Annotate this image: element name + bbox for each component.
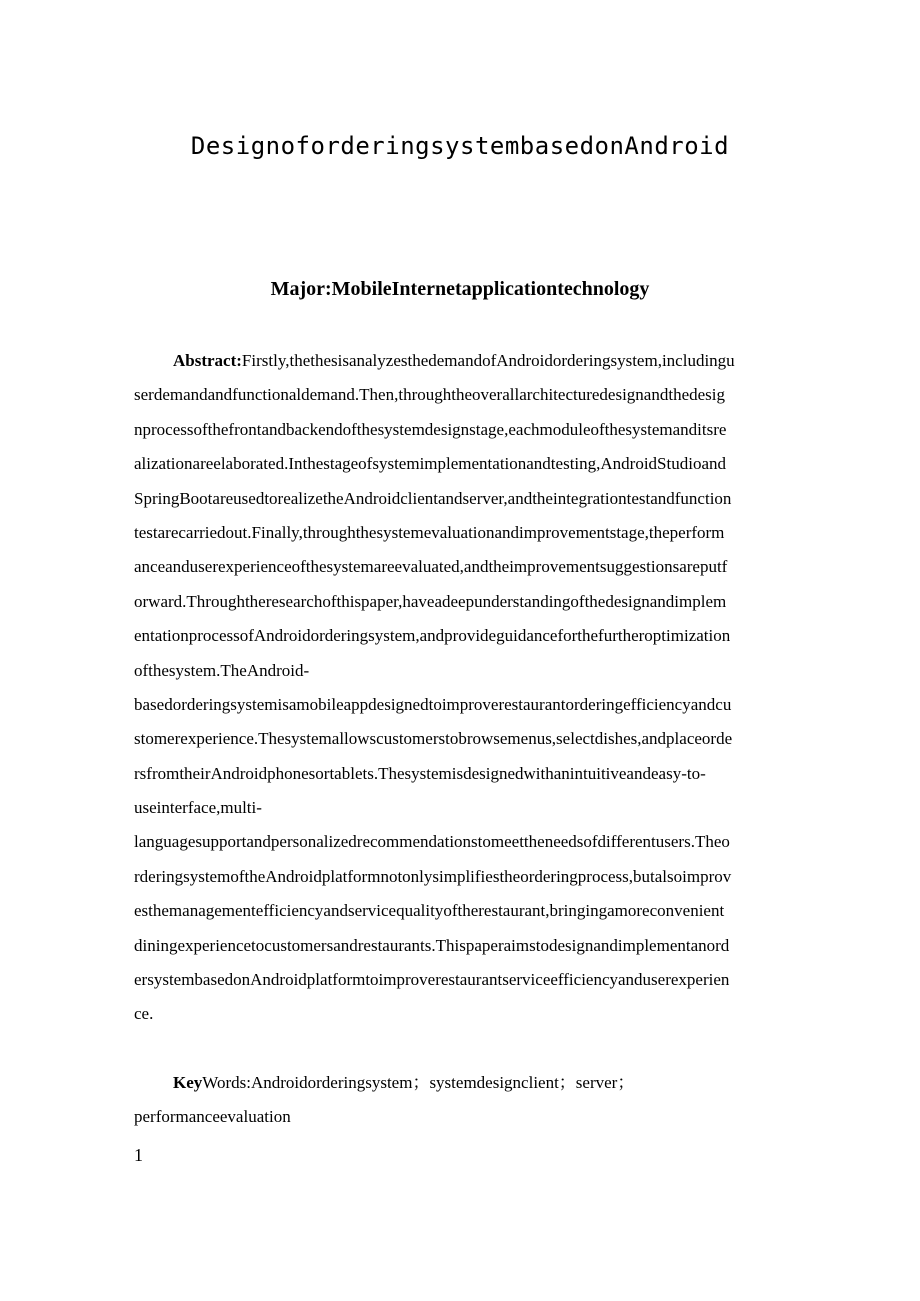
abstract-line: orward.Throughtheresearchofthispaper,haveadeepunderstandingofthedesignandimplem	[134, 591, 727, 611]
abstract-line: ofthesystem.TheAndroid-	[134, 660, 310, 680]
abstract-section	[134, 344, 790, 1032]
major-heading: Major:MobileInternetapplicationtechnology	[270, 278, 650, 300]
keywords-text: Androidorderingsystem；systemdesignclient；server；	[250, 1073, 635, 1092]
abstract-line: rsfromtheirAndroidphonesortablets.Thesystemisdesignedwithanintuitiveandeasy-to-	[134, 763, 706, 783]
abstract-line: esthemanagementefficiencyandservicequalityoftherestaurant,bringingamoreconvenient	[134, 901, 725, 921]
document-title: DesignoforderingsystembasedonAndroid	[190, 132, 730, 160]
abstract-line: useinterface,multi-	[134, 798, 262, 818]
abstract-line: alizationareelaborated.Inthestageofsystemimplementationandtesting,AndroidStudioand	[134, 454, 726, 474]
abstract-line: testarecarriedout.Finally,throughthesystemevaluationandimprovementstage,theperform	[134, 522, 725, 542]
abstract-line: ersystembasedonAndroidplatformtoimproverestaurantserviceefficiencyanduserexperien	[134, 970, 730, 990]
abstract-label: Abstract:	[173, 351, 242, 370]
abstract-line: rderingsystemoftheAndroidplatformnotonlysimplifiestheorderingprocess,butalsoimprov	[134, 866, 732, 886]
keywords-label-words: Words:	[202, 1073, 251, 1092]
page-number: 1	[134, 1145, 143, 1165]
abstract-line: serdemandandfunctionaldemand.Then,throughtheoverallarchitecturedesignandthedesig	[134, 385, 725, 405]
keywords-line: performanceevaluation	[134, 1107, 291, 1126]
abstract-line: languagesupportandpersonalizedrecommendationstomeettheneedsofdifferentusers.Theo	[134, 832, 730, 852]
abstract-text: Firstly,thethesisanalyzesthedemandofAndroidorderingsystem,includingu	[241, 351, 735, 370]
abstract-line: ce.	[134, 1004, 154, 1024]
abstract-line: diningexperiencetocustomersandrestaurants.Thispaperaimstodesignandimplementanord	[134, 935, 730, 955]
keywords-line	[134, 1066, 790, 1100]
abstract-line: stomerexperience.Thesystemallowscustomerstobrowsemenus,selectdishes,andplaceorde	[134, 729, 733, 749]
keywords-label-key: Key	[173, 1073, 203, 1092]
abstract-line	[134, 344, 790, 378]
abstract-line: SpringBootareusedtorealizetheAndroidclientandserver,andtheintegrationtestandfunction	[134, 488, 732, 508]
abstract-line: nprocessofthefrontandbackendofthesystemdesignstage,eachmoduleofthesystemanditsre	[134, 419, 727, 439]
abstract-line: entationprocessofAndroidorderingsystem,andprovideguidanceforthefurtheroptimization	[134, 626, 731, 646]
abstract-line: basedorderingsystemisamobileappdesignedtoimproverestaurantorderingefficiencyandcu	[134, 694, 732, 714]
keywords-section	[134, 1066, 790, 1134]
abstract-line: anceanduserexperienceofthesystemareevaluated,andtheimprovementsuggestionsareputf	[134, 557, 728, 577]
